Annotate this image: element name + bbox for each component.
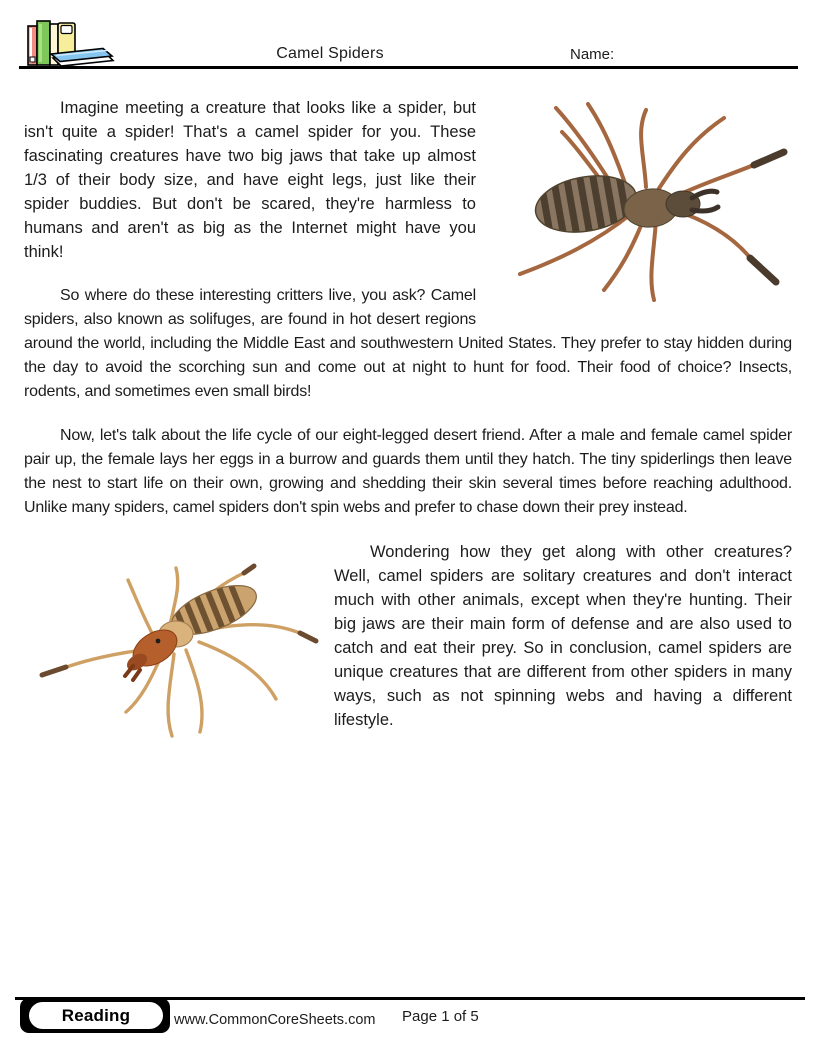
article bbox=[24, 96, 792, 762]
category-badge-label: Reading bbox=[29, 1002, 163, 1029]
camel-spider-side-view-photo bbox=[24, 542, 322, 756]
camel-spider-top-view-illustration bbox=[486, 92, 792, 320]
camel-spider-side-view-illustration bbox=[24, 542, 322, 756]
page-indicator: Page 1 of 5 bbox=[402, 1008, 479, 1025]
camel-spider-top-view-photo bbox=[486, 92, 792, 320]
paragraph-4: Wondering how they get along with other creatures? Well, camel spiders are solitary creatures and don't interact much with other animals, except when they're hunting. Their big jaws are their main form of defense and are also used to catch and eat their prey. So in conclusion, camel spiders are unique creatures that are different from other spiders in many ways, such as not spinning webs and having a different lifestyle. bbox=[334, 543, 792, 729]
category-badge bbox=[20, 998, 170, 1033]
name-label: Name: bbox=[570, 46, 615, 63]
page-title: Camel Spiders bbox=[276, 45, 384, 62]
paragraph-3: Now, let's talk about the life cycle of our eight-legged desert friend. After a male and female camel spider pair up, the female lays her eggs in a burrow and guards them until they hatch. The tiny spiderlings then leave the nest to start life on their own, growing and shedding their skin several times before reaching adulthood. Unlike many spiders, camel spiders don't spin webs and prefer to chase down their prey instead. bbox=[24, 427, 792, 516]
header-divider bbox=[19, 66, 798, 69]
paragraph-1: Imagine meeting a creature that looks like a spider, but isn't quite a spider! That's a camel spider for you. These fascinating creatures have two big jaws that take up almost 1/3 of their body size, and have eight legs, just like their spider buddies. But don't be scared, they're harmless to humans and aren't as big as the Internet might have you think! bbox=[24, 99, 476, 261]
website-url: www.CommonCoreSheets.com bbox=[174, 1012, 376, 1028]
books-icon bbox=[25, 11, 115, 67]
paragraph-2: So where do these interesting critters live, you ask? Camel spiders, also known as solifuges, are found in hot desert regions around the world, including the Middle East and southwestern United States. They prefer to stay hidden during the day to avoid the scorching sun and come out at night to hunt for food. Their food of choice? Insects, rodents, and sometimes even small birds! bbox=[24, 287, 792, 400]
